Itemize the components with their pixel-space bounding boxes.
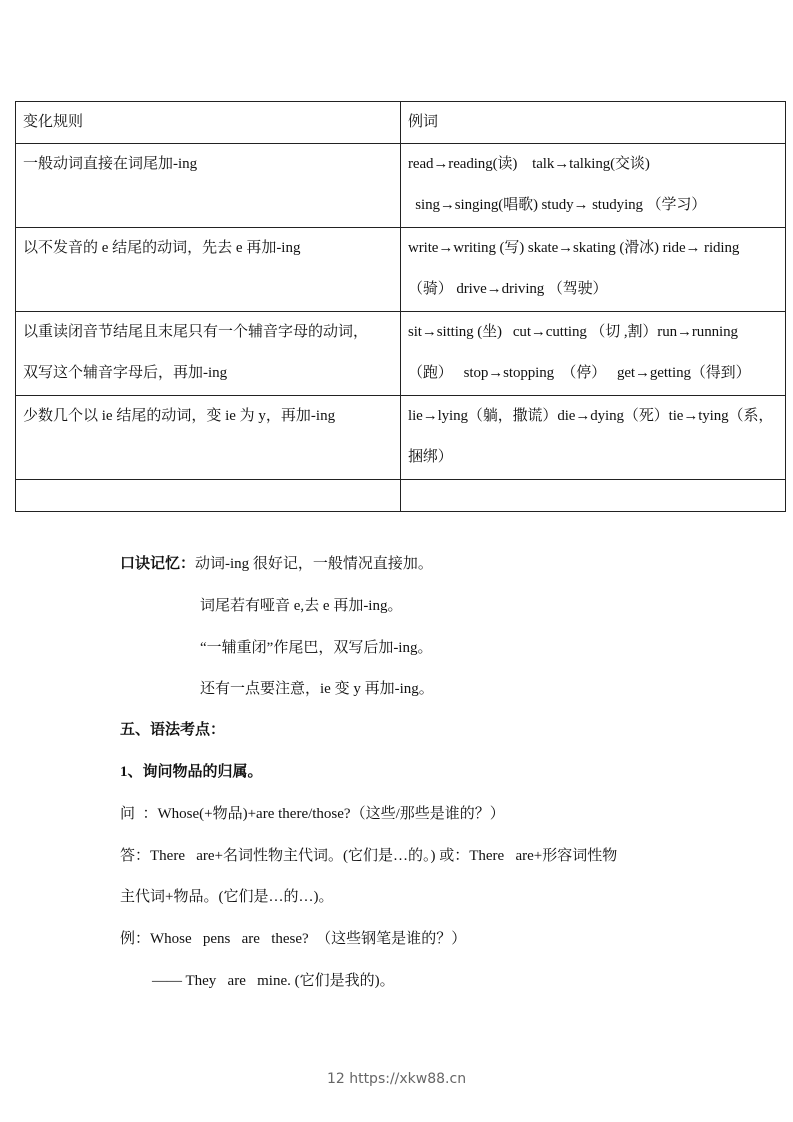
mnemonic-text: 动词-ing 很好记，一般情况直接加。	[195, 556, 433, 572]
empty-cell	[16, 480, 401, 512]
section-subtitle: 1、询问物品的归属。	[120, 764, 263, 780]
mnemonic-line: 词尾若有哑音 e,去 e 再加-ing。	[200, 598, 403, 614]
question-line: 问 ：Whose(+物品)+are there/those?（这些/那些是谁的？）	[120, 806, 505, 822]
table-row	[16, 396, 786, 480]
rule-text: 以不发音的 e 结尾的动词，先去 e 再加-ing	[23, 240, 301, 256]
example-text: （骑） drive→driving （驾驶）	[408, 281, 608, 297]
rule-text: 以重读闭音节结尾且末尾只有一个辅音字母的动词，	[23, 324, 369, 340]
example-text: 捆绑）	[408, 449, 453, 465]
section-title: 五、语法考点：	[120, 722, 226, 738]
mnemonic-line: 还有一点要注意，ie 变 y 再加-ing。	[200, 681, 434, 697]
example-line: 例：Whose pens are these? （这些钢笔是谁的？）	[120, 931, 467, 947]
page-footer: 12 https://xkw88.cn	[326, 1071, 467, 1087]
table-header-row	[16, 102, 786, 144]
rule-text: 一般动词直接在词尾加-ing	[23, 156, 198, 172]
table-row	[16, 144, 786, 228]
mnemonic-label: 口诀记忆：	[120, 556, 196, 572]
empty-cell	[401, 480, 786, 512]
table-row-empty	[16, 480, 786, 512]
example-text: sit→sitting (坐) cut→cutting （切 ,割）run→running	[408, 324, 738, 340]
header-rule: 变化规则	[16, 102, 401, 144]
example-text: lie→lying（躺，撒谎）die→dying（死）tie→tying（系，	[408, 408, 774, 424]
example-text: sing→singing(唱歌) study→ studying （学习）	[408, 197, 707, 213]
example-text: （跑） stop→stopping （停） get→getting（得到）	[408, 365, 751, 381]
answer-line-cont: 主代词+物品。(它们是…的…)。	[120, 889, 334, 905]
example-text: write→writing (写) skate→skating (滑冰) ride→ riding	[408, 240, 740, 256]
example-answer-line: —— They are mine. (它们是我的)。	[152, 973, 395, 989]
table-row	[16, 228, 786, 312]
header-examples: 例词	[401, 102, 786, 144]
rule-text: 双写这个辅音字母后，再加-ing	[23, 365, 228, 381]
rule-text: 少数几个以 ie 结尾的动词，变 ie 为 y，再加-ing	[23, 408, 336, 424]
answer-line: 答：There are+名词性物主代词。(它们是…的。) 或：There are+形容词性物	[120, 848, 618, 864]
mnemonic-line: “一辅重闭”作尾巴，双写后加-ing。	[200, 640, 433, 656]
ing-rules-table	[15, 101, 786, 512]
table-row	[16, 312, 786, 396]
example-text: read→reading(读) talk→talking(交谈)	[408, 156, 650, 172]
mnemonic-line	[120, 554, 433, 574]
